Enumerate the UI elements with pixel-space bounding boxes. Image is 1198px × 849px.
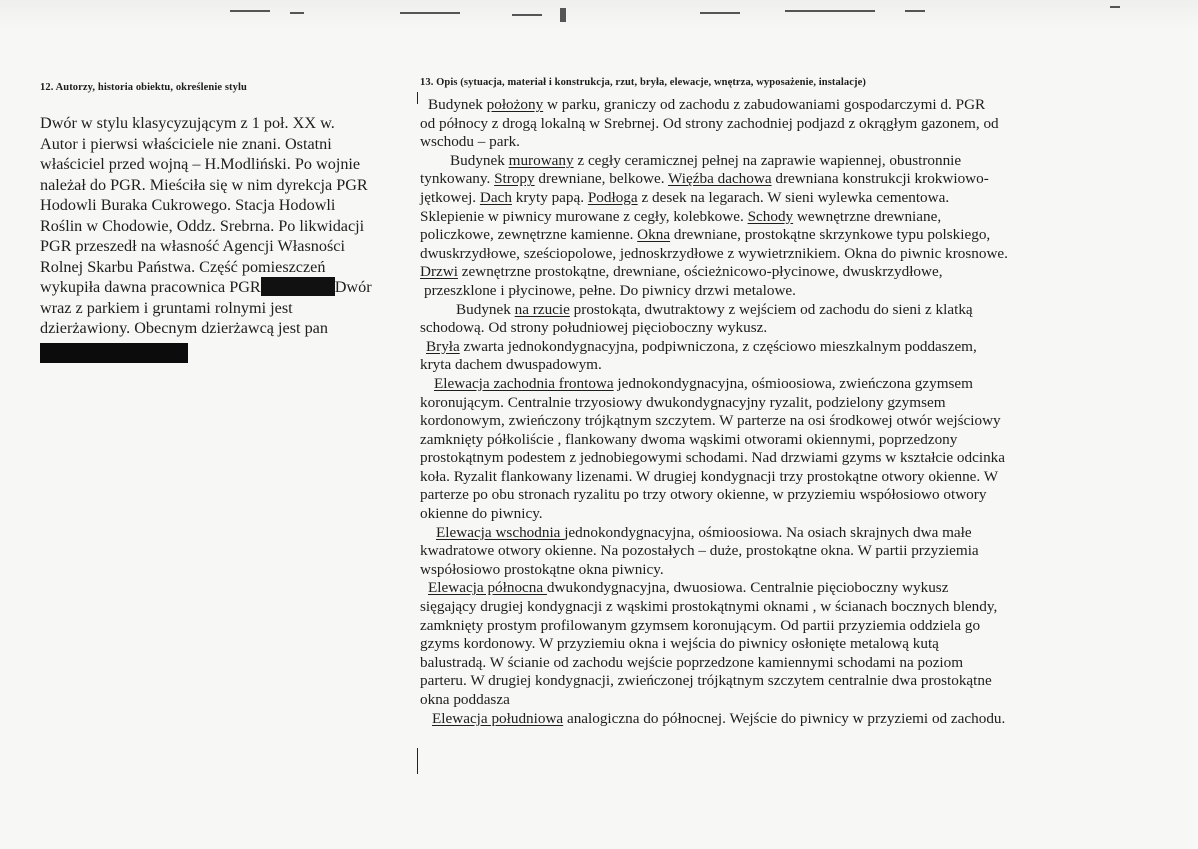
text-line: Hodowli Buraka Cukrowego. Stacja Hodowli	[40, 196, 336, 214]
text-line: Elewacja południowa analogiczna do północnej. Wejście do piwnicy w przyziemi od zachodu.	[432, 709, 1006, 727]
text-line: parterze po obu stronach ryzalitu po trzy otwory okienne, w przyziemiu współosiowo otwory	[420, 486, 987, 504]
text-line-with-redaction	[40, 277, 400, 298]
text-line: koronującym. Centralnie trzyosiowy dwukondygnacyjny ryzalit, podzielony gzymsem	[420, 393, 946, 411]
text-line: zamknięty prostym profilowanym gzymsem koronującym. Od partii przyziemia oddziela go	[420, 616, 981, 634]
text-line: od północy z drogą lokalną w Srebrnej. Od strony zachodniej podjazd z okrągłym gazonem, od	[420, 114, 999, 132]
text-line: parteru. W drugiej kondygnacji, zwieńczonej trójkątnym szczytem centralnie dwa prostokątne	[420, 672, 992, 690]
text-line: jętkowej. Dach kryty papą. Podłoga z desek na legarach. W sieni wylewka cementowa.	[420, 188, 950, 206]
text-line: Elewacja północna dwukondygnacyjna, dwuosiowa. Centralnie pięcioboczny wykusz	[428, 579, 949, 597]
text-line: sięgający drugiej kondygnacji z wąskimi prostokątnymi oknami , w ścianach bocznych blendy,	[420, 598, 998, 616]
text-line: zamknięty półkoliście , flankowany dwoma wąskimi otworami okiennymi, poprzedzony	[420, 430, 958, 448]
text-line: wschodu – park.	[420, 133, 520, 151]
text-line: Elewacja wschodnia jednokondygnacyjna, ośmioosiowa. Na osiach skrajnych dwa małe	[436, 523, 972, 541]
text-line: Drzwi zewnętrzne prostokątne, drewniane, ościeżnicowo-płycinowe, dwuskrzydłowe,	[420, 263, 943, 281]
section-12-body	[40, 113, 400, 363]
text-line: Elewacja zachodnia frontowa jednokondygnacyjna, ośmioosiowa, zwieńczona gzymsem	[434, 374, 973, 392]
text-segment: Dwór	[334, 278, 372, 296]
text-line: kryta dachem dwuspadowym.	[420, 356, 602, 374]
text-line: Budynek położony w parku, graniczy od zachodu z zabudowaniami gospodarczymi d. PGR	[428, 96, 986, 113]
text-line: tynkowany. Stropy drewniane, belkowe. Więźba dachowa drewniana konstrukcji krokwiowo-	[420, 170, 989, 188]
text-line: Budynek na rzucie prostokąta, dwutraktowy z wejściem od zachodu do sieni z klatką	[456, 300, 973, 318]
section-12	[40, 82, 400, 363]
section-13-body	[420, 96, 1110, 728]
text-line: właściciel przed wojną – H.Modliński. Po wojnie	[40, 155, 361, 173]
text-line: współosiowo prostokątne okna piwnicy.	[420, 560, 664, 578]
text-line: gzyms kordonowy. W przyziemiu okna i wejścia do piwnicy osłonięte metalową kutą	[420, 635, 939, 653]
redaction-bar	[40, 343, 188, 363]
text-line: balustradą. W ścianie od zachodu wejście poprzedzone kamiennymi schodami na poziom	[420, 653, 964, 671]
text-line: Sklepienie w piwnicy murowane z cegły, kolebkowe. Schody wewnętrzne drewniane,	[420, 207, 942, 225]
text-line: PGR przeszedł na własność Agencji Własności	[40, 237, 345, 255]
text-line: schodową. Od strony południowej pięcioboczny wykusz.	[420, 319, 768, 337]
text-line: Bryła zwarta jednokondygnacyjna, podpiwniczona, z częściowo mieszkalnym poddaszem,	[426, 337, 977, 355]
text-line: kordonowym, zwieńczony trójkątnym szczytem. W parterze na osi środkowej otwór wejściowy	[420, 412, 1001, 430]
text-line: przeszklone i płycinowe, pełne. Do piwnicy drzwi metalowe.	[424, 281, 796, 299]
text-line: wraz z parkiem i gruntami rolnymi jest	[40, 298, 293, 317]
text-segment: wykupiła dawna pracownica PGR	[40, 278, 261, 296]
redaction-bar	[261, 277, 335, 296]
text-line: okna poddasza	[420, 691, 510, 708]
text-line: dwuskrzydłowe, sześciopolowe, jednoskrzydłowe z wywietrznikiem. Okna do piwnic krosnowe.	[420, 244, 1008, 262]
text-line: Budynek murowany z cegły ceramicznej pełnej na zaprawie wapiennej, obustronnie	[450, 151, 962, 169]
column-divider	[417, 748, 418, 774]
section-13	[420, 77, 1110, 728]
text-line: Roślin w Chodowie, Oddz. Srebrna. Po likwidacji	[40, 216, 365, 235]
text-line: dzierżawiony. Obecnym dzierżawcą jest pan	[40, 319, 328, 337]
text-line: Autor i pierwsi właściciele nie znani. Ostatni	[40, 134, 332, 153]
text-line: prostokątnym podestem z jednobiegowymi schodami. Nad drzwiami gzyms w kształcie odcinka	[420, 449, 1006, 467]
section-13-title: 13. Opis (sytuacja, materiał i konstrukcja, rzut, bryła, elewacje, wnętrza, wyposażenie, instalacje)	[420, 77, 866, 88]
scan-top-edge	[0, 0, 1198, 30]
text-line: Rolnej Skarbu Państwa. Część pomieszczeń	[40, 257, 326, 276]
column-divider	[417, 92, 418, 104]
section-12-title: 12. Autorzy, historia obiektu, określenie stylu	[40, 82, 247, 93]
text-line: koła. Ryzalit flankowany lizenami. W drugiej kondygnacji trzy prostokątne otwory okienne. W	[420, 467, 999, 485]
text-line: policzkowe, zewnętrzne kamienne. Okna drewniane, prostokątne skrzynkowe typu polskiego,	[420, 226, 991, 244]
text-line: kwadratowe otwory okienne. Na pozostałych – duże, prostokątne okna. W partii przyziemia	[420, 542, 979, 560]
text-line: należał do PGR. Mieściła się w nim dyrekcja PGR	[40, 175, 368, 194]
text-line: Dwór w stylu klasycyzującym z 1 poł. XX w.	[40, 114, 335, 132]
text-line: okienne do piwnicy.	[420, 505, 543, 523]
